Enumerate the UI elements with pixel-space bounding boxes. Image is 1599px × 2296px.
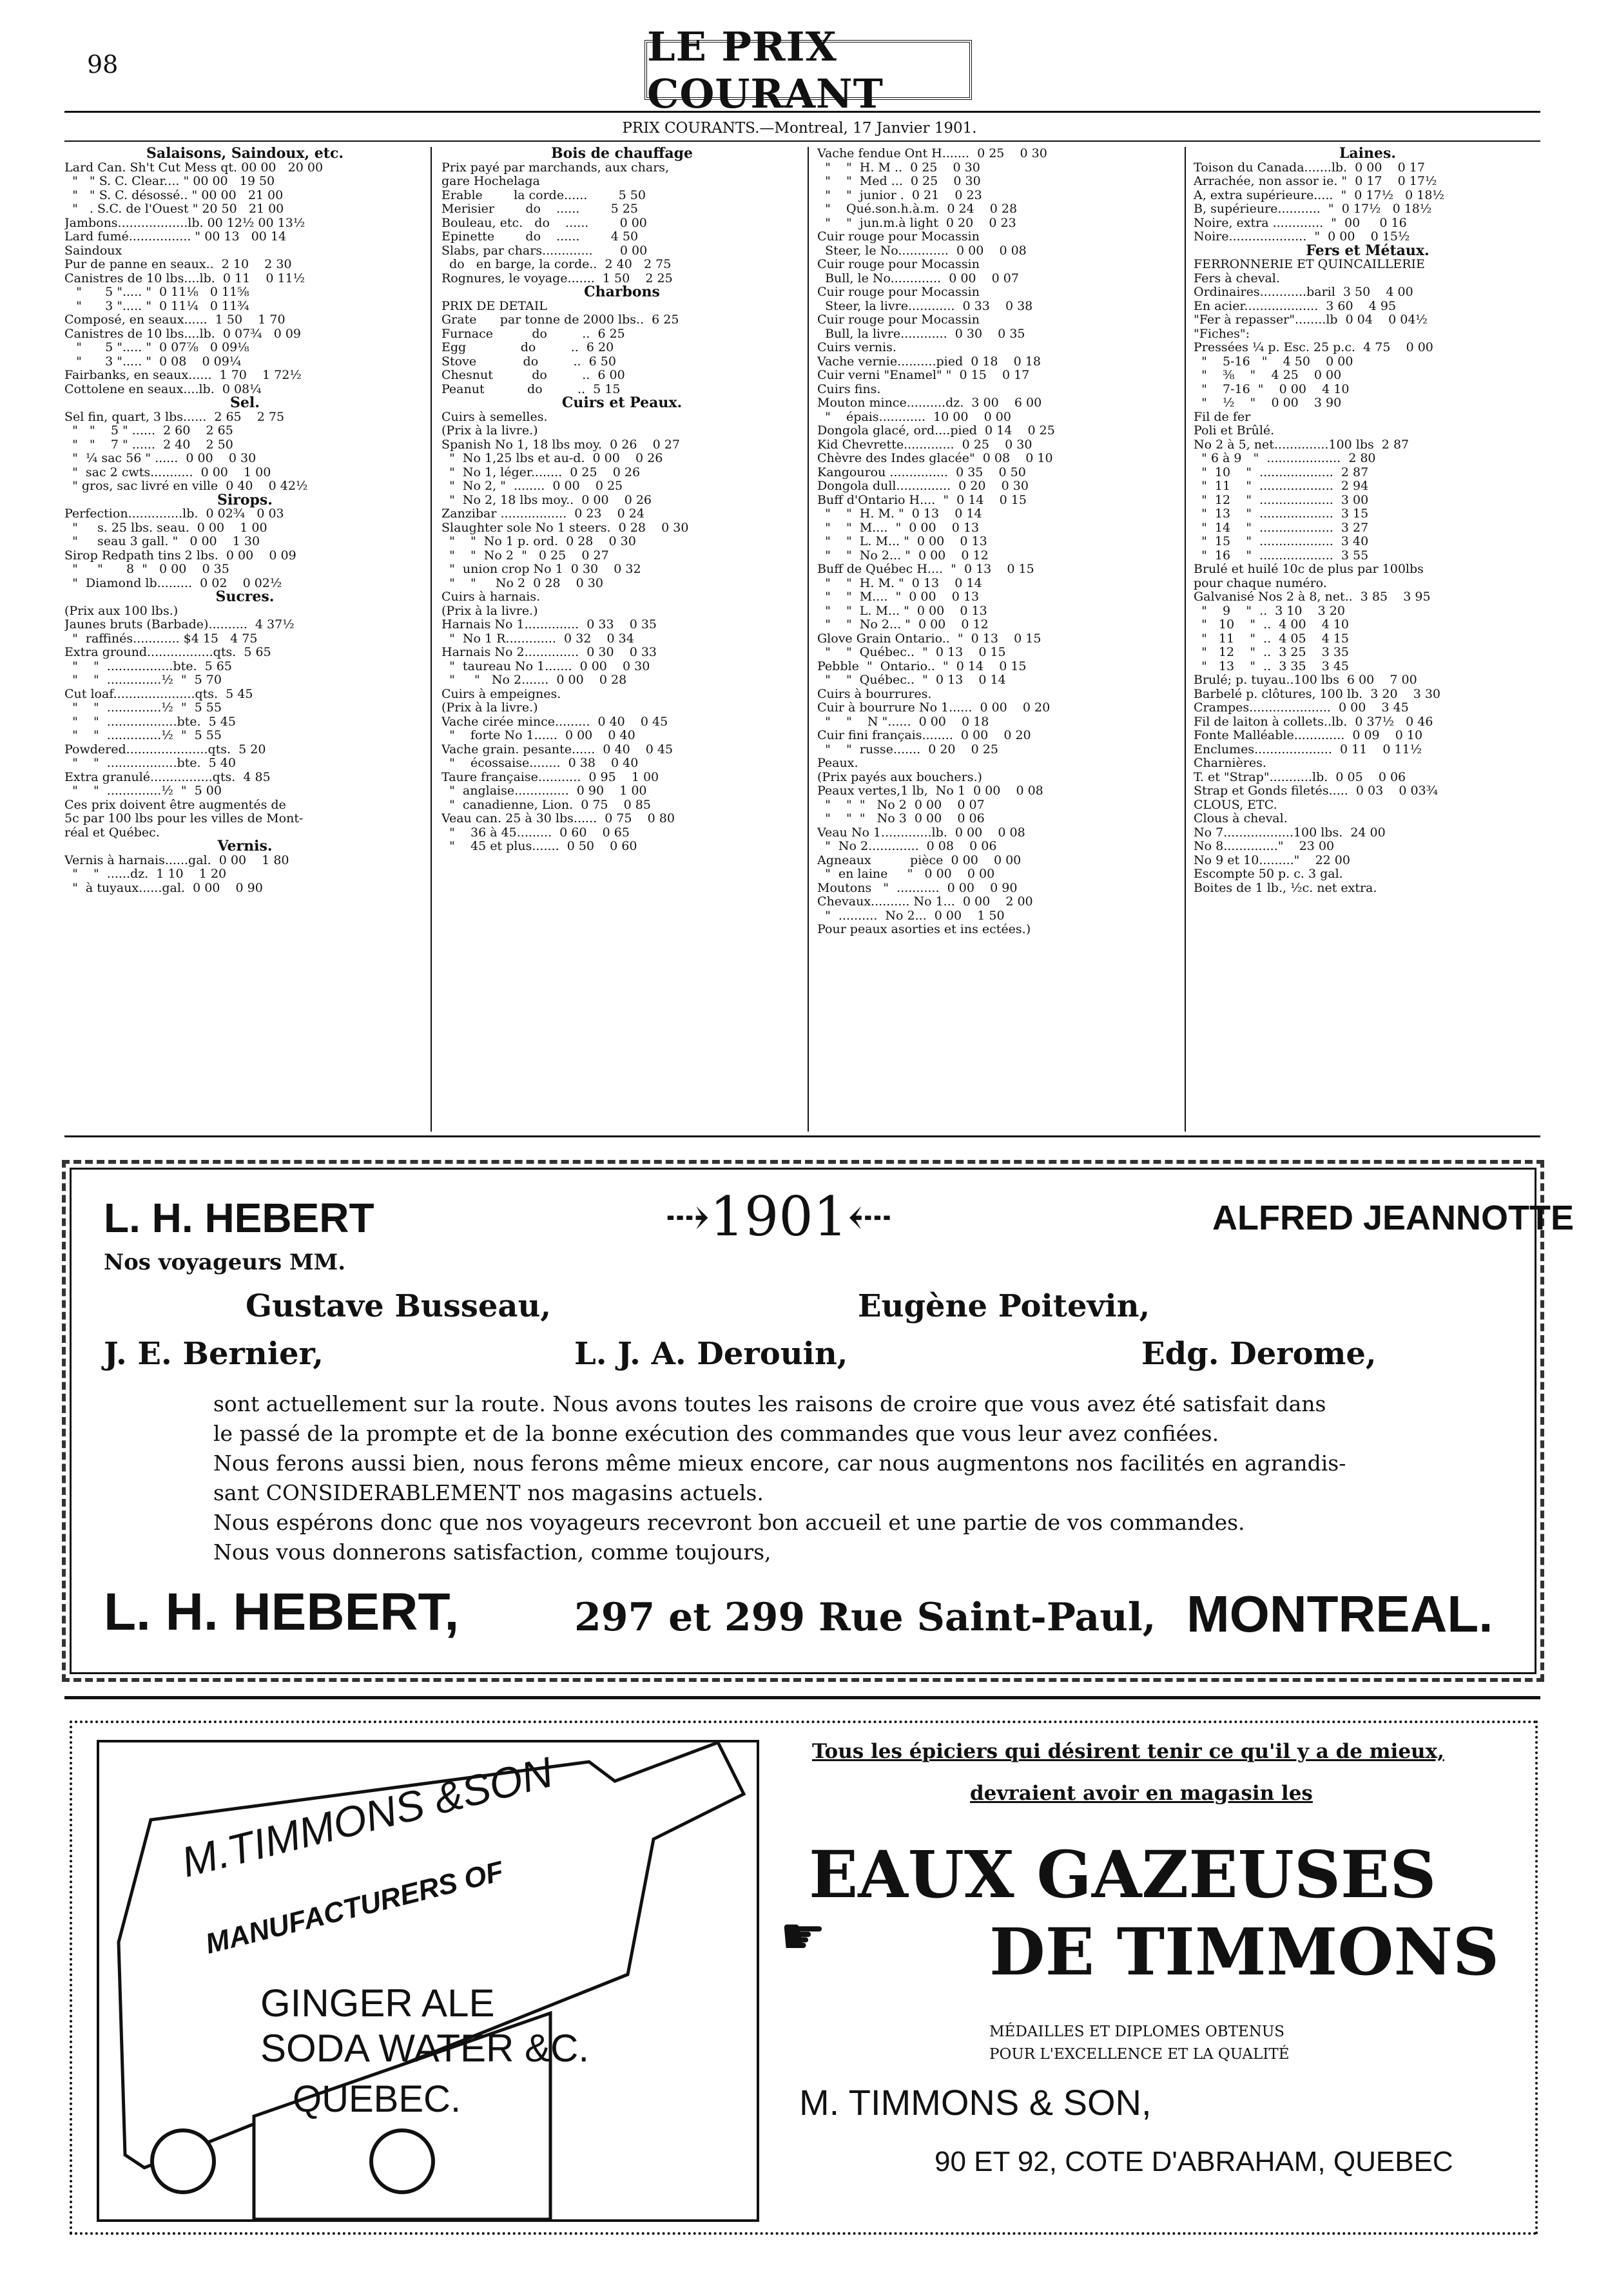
- price-line: " à tuyaux......gal. 0 00 0 90: [64, 880, 263, 895]
- price-line: A, extra supérieure..... " 0 17½ 0 18½: [1194, 188, 1444, 202]
- price-line: " 5-16 " 4 50 0 00: [1194, 354, 1353, 369]
- price-line: " . S.C. de l'Ouest " 20 50 21 00: [64, 202, 284, 216]
- masthead-logo: LE PRIX COURANT: [644, 40, 972, 100]
- price-line: Composé, en seaux...... 1 50 1 70: [64, 313, 286, 327]
- price-line: " " ..............½ " 5 70: [64, 673, 222, 687]
- price-line: Chèvre des Indes glacée" 0 08 0 10: [817, 451, 1053, 465]
- ornament-right-icon: ⇠: [848, 1185, 893, 1248]
- price-line: " " ......dz. 1 10 1 20: [64, 867, 227, 881]
- pointing-hand-icon: ☛: [780, 1906, 826, 1966]
- price-line: " No 2, 18 lbs moy.. 0 00 0 26: [441, 492, 652, 507]
- price-line: Pour peaux asorties et ins ectées.): [817, 922, 1031, 936]
- price-line: Agneaux pièce 0 00 0 00: [817, 853, 1022, 867]
- price-line: " " No 2....... 0 00 0 28: [441, 673, 627, 687]
- price-line: " " junior . 0 21 0 23: [817, 188, 982, 202]
- section-heading: Sirops.: [217, 491, 273, 508]
- price-line: Canistres de 10 lbs....lb. 0 11 0 11½: [64, 271, 305, 285]
- price-column-3: [817, 147, 1178, 937]
- price-line: " " H. M. " 0 13 0 14: [817, 506, 982, 521]
- price-line: " " N "...... 0 00 0 18: [817, 714, 989, 729]
- footer-city: MONTREAL.: [1187, 1585, 1493, 1643]
- price-line: Spanish No 1, 18 lbs moy. 0 26 0 27: [441, 437, 680, 452]
- ad-body-line: le passé de la prompte et de la bonne exécution des commandes que vous leur avez confiées.: [213, 1421, 1219, 1446]
- price-line: Chesnut do .. 6 00: [441, 368, 625, 382]
- price-line: " " H. M .. 0 25 0 30: [817, 160, 980, 175]
- hebert-advertisement: [70, 1168, 1575, 1674]
- price-line: " 9 " .. 3 10 3 20: [1194, 603, 1345, 618]
- partner-name: ALFRED JEANNOTTE: [1212, 1199, 1575, 1237]
- price-line: Crampes..................... 0 00 3 45: [1194, 700, 1409, 715]
- price-line: Dongola dull.............. 0 20 0 30: [817, 479, 1029, 493]
- price-line: " " Québec.. " 0 13 0 14: [817, 673, 1006, 687]
- bottle-illustration: [97, 1740, 759, 2222]
- price-line: Cuir verni "Enamel" " 0 15 0 17: [817, 368, 1030, 382]
- price-column-4: [1194, 147, 1542, 895]
- bottle-brand: M.TIMMONS &SON: [177, 1748, 557, 1886]
- price-line: (Prix à la livre.): [441, 700, 538, 715]
- tagline: devraient avoir en magasin les: [970, 1782, 1313, 1805]
- price-line: " 6 à 9 " ................... 2 80: [1194, 451, 1376, 465]
- price-line: No 2 à 5, net..............100 lbs 2 87: [1194, 437, 1410, 452]
- price-line: " seau 3 gall. " 0 00 1 30: [64, 534, 260, 548]
- header-rule: [64, 111, 1540, 113]
- price-column-2: [441, 147, 802, 854]
- price-line: Zanzibar ................. 0 23 0 24: [441, 506, 644, 521]
- price-line: Peanut do .. 5 15: [441, 381, 621, 396]
- price-line: " .......... No 2... 0 00 1 50: [817, 908, 1005, 923]
- price-line: Canistres de 10 lbs....lb. 0 07¾ 0 09: [64, 326, 301, 341]
- section-heading: Fers et Métaux.: [1306, 242, 1429, 259]
- price-line: Lard Can. Sh't Cut Mess qt. 00 00 20 00: [64, 160, 324, 175]
- price-line: " " ..................bte. 5 40: [64, 756, 236, 770]
- section-heading: Cuirs et Peaux.: [561, 394, 683, 411]
- price-line: 5c par 100 lbs pour les villes de Mont-: [64, 811, 304, 825]
- price-line: Pebble " Ontario.. " 0 14 0 15: [817, 659, 1027, 673]
- price-line: Cottolene en seaux....lb. 0 08¼: [64, 381, 262, 396]
- price-line: Rognures, le voyage....... 1 50 2 25: [441, 271, 673, 285]
- price-line: Fil de laiton à collets..lb. 0 37½ 0 46: [1194, 714, 1433, 729]
- price-line: T. et "Strap"...........lb. 0 05 0 06: [1194, 769, 1406, 784]
- bottle-product: GINGER ALE: [260, 1982, 495, 2025]
- price-line: Chevaux.......... No 1... 0 00 2 00: [817, 894, 1033, 909]
- price-line: Pressées ¼ p. Esc. 25 p.c. 4 75 0 00: [1194, 340, 1433, 354]
- section-heading: Vernis.: [217, 838, 273, 854]
- price-line: Cuir rouge pour Mocassin: [817, 229, 980, 244]
- price-line: Peaux.: [817, 756, 858, 770]
- firm-address: 90 ET 92, COTE D'ABRAHAM, QUEBEC: [935, 2146, 1453, 2177]
- price-line: Vache cirée mince......... 0 40 0 45: [441, 714, 668, 729]
- price-line: " 10 " ................... 2 87: [1194, 465, 1369, 479]
- price-line: No 8.............." 23 00: [1194, 839, 1335, 853]
- price-line: " taureau No 1....... 0 00 0 30: [441, 659, 650, 673]
- price-line: Bull, la livre............ 0 30 0 35: [817, 326, 1025, 341]
- section-heading: Laines.: [1339, 147, 1397, 162]
- price-line: " " Québec.. " 0 13 0 15: [817, 645, 1006, 659]
- price-line: Vache vernie..........pied 0 18 0 18: [817, 354, 1041, 369]
- price-line: Buff d'Ontario H.... " 0 14 0 15: [817, 492, 1027, 507]
- price-line: " No 1, léger........ 0 25 0 26: [441, 465, 641, 479]
- price-line: Taure française........... 0 95 1 00: [441, 769, 659, 784]
- price-line: " " L. M... " 0 00 0 13: [817, 603, 987, 618]
- price-column-1: [64, 147, 425, 895]
- headline-eaux-gazeuses: EAUX GAZEUSES: [809, 1837, 1437, 1913]
- price-line: Prix payé par marchands, aux chars,: [441, 160, 670, 175]
- price-line: " écossaise........ 0 38 0 40: [441, 756, 639, 770]
- section-heading: Sel.: [230, 394, 260, 411]
- price-line: " " 7 " ...... 2 40 2 50: [64, 437, 233, 452]
- price-line: Furnace do .. 6 25: [441, 326, 625, 341]
- price-line: " gros, sac livré en ville 0 40 0 42½: [64, 479, 308, 493]
- year-text: 1901: [710, 1185, 848, 1248]
- price-line: B, supérieure........... " 0 17½ 0 18½: [1194, 202, 1432, 216]
- price-line: " 7-16 " 0 00 4 10: [1194, 381, 1350, 396]
- price-line: Sirop Redpath tins 2 lbs. 0 00 0 09: [64, 548, 296, 563]
- price-line: Kid Chevrette............. 0 25 0 30: [817, 437, 1032, 452]
- price-line: " raffinés............ $4 15 4 75: [64, 631, 258, 646]
- dateline-rule: [64, 140, 1540, 142]
- price-line: " " No 2... " 0 00 0 12: [817, 548, 989, 563]
- footer-company-name: L. H. HEBERT,: [104, 1583, 460, 1641]
- price-line: Galvanisé Nos 2 à 8, net.. 3 85 3 95: [1194, 590, 1431, 604]
- price-line: Veau can. 25 à 30 lbs...... 0 75 0 80: [441, 811, 675, 825]
- section-heading: Bois de chauffage: [550, 147, 693, 162]
- price-line: " 11 " .. 4 05 4 15: [1194, 631, 1350, 646]
- price-line: FERRONNERIE ET QUINCAILLERIE: [1194, 257, 1425, 271]
- price-line: Steer, la livre............ 0 33 0 38: [817, 298, 1033, 313]
- price-line: Vache fendue Ont H....... 0 25 0 30: [817, 147, 1047, 160]
- price-line: Bull, le No............. 0 00 0 07: [817, 271, 1019, 285]
- price-line: " 12 " ................... 3 00: [1194, 492, 1369, 507]
- price-line: Harnais No 2.............. 0 30 0 33: [441, 645, 657, 659]
- price-line: Cuirs vernis.: [817, 340, 896, 354]
- price-line: " 14 " ................... 3 27: [1194, 520, 1369, 535]
- price-line: " " M.... " 0 00 0 13: [817, 590, 980, 604]
- price-line: " 11 " ................... 2 94: [1194, 479, 1369, 493]
- price-line: gare Hochelaga: [441, 174, 540, 188]
- section-rule: [64, 1135, 1540, 1137]
- price-line: " en laine " 0 00 0 00: [817, 867, 995, 881]
- price-line: No 7..................100 lbs. 24 00: [1194, 825, 1386, 840]
- price-line: " " ..............½ " 5 00: [64, 784, 222, 798]
- price-line: " épais............ 10 00 0 00: [817, 409, 1011, 424]
- price-line: " " M.... " 0 00 0 13: [817, 520, 980, 535]
- section-heading: Salaisons, Saindoux, etc.: [146, 147, 344, 162]
- awards-line: MÉDAILLES ET DIPLOMES OBTENUS: [989, 2023, 1285, 2040]
- price-line: Vache grain. pesante...... 0 40 0 45: [441, 742, 674, 757]
- price-line: Dongola glacé, ord....pied 0 14 0 25: [817, 423, 1055, 438]
- traveller-name: Gustave Busseau,: [246, 1288, 552, 1324]
- price-line: Enclumes.................... 0 11 0 11½: [1194, 742, 1422, 757]
- price-line: Mouton mince..........dz. 3 00 6 00: [817, 396, 1042, 410]
- price-line: " No 2............. 0 08 0 06: [817, 839, 997, 853]
- price-line: " s. 25 lbs. seau. 0 00 1 00: [64, 520, 267, 535]
- price-line: " 13 " .. 3 35 3 45: [1194, 659, 1350, 673]
- firm-name: M. TIMMONS & SON,: [799, 2082, 1152, 2123]
- price-line: (Prix à la livre.): [441, 423, 538, 438]
- price-line: réal et Québec.: [64, 825, 160, 840]
- price-line: Erable la corde...... 5 50: [441, 188, 646, 202]
- price-line: " ⅜ " 4 25 0 00: [1194, 368, 1342, 382]
- price-line: Escompte 50 p. c. 3 gal.: [1194, 867, 1343, 881]
- price-line: Epinette do ...... 4 50: [441, 229, 639, 244]
- price-line: Veau No 1.............lb. 0 00 0 08: [817, 825, 1025, 840]
- price-line: Cuirs à harnais.: [441, 590, 541, 604]
- price-line: " " 8 " 0 00 0 35: [64, 562, 229, 576]
- price-line: Cuir rouge pour Mocassin: [817, 257, 980, 271]
- price-line: Charnières.: [1194, 756, 1266, 770]
- price-line: Poli et Brûlé.: [1194, 423, 1275, 438]
- price-line: " 36 à 45......... 0 60 0 65: [441, 825, 630, 840]
- price-line: Harnais No 1.............. 0 33 0 35: [441, 617, 657, 632]
- footer-address: 297 et 299 Rue Saint-Paul,: [574, 1595, 1156, 1640]
- price-line: " ¼ sac 56 " ...... 0 00 0 30: [64, 451, 257, 465]
- price-line: " " No 2 " 0 25 0 27: [441, 548, 609, 563]
- price-line: Brulé; p. tuyau..100 lbs 6 00 7 00: [1194, 673, 1417, 687]
- price-line: " " 5 " ...... 2 60 2 65: [64, 423, 233, 438]
- headline-timmons: DE TIMMONS: [989, 1914, 1500, 1990]
- price-line: Vernis à harnais......gal. 0 00 1 80: [64, 853, 289, 867]
- price-line: No 9 et 10........." 22 00: [1194, 853, 1350, 867]
- price-line: " " S. C. désossé.. " 00 00 21 00: [64, 188, 284, 202]
- price-line: " canadienne, Lion. 0 75 0 85: [441, 797, 651, 812]
- price-line: "Fer à repasser"........lb 0 04 0 04½: [1194, 313, 1428, 327]
- price-line: Brulé et huilé 10c de plus par 100lbs: [1194, 562, 1424, 576]
- price-line: Buff de Québec H.... " 0 13 0 15: [817, 562, 1034, 576]
- ad-body-line: Nous vous donnerons satisfaction, comme toujours,: [213, 1539, 771, 1565]
- price-line: Powdered.....................qts. 5 20: [64, 742, 266, 757]
- ad-body-line: Nous ferons aussi bien, nous ferons même mieux encore, car nous augmentons nos facilités en agrandis-: [213, 1451, 1346, 1476]
- traveller-name: J. E. Bernier,: [104, 1336, 324, 1372]
- price-line: " Diamond lb......... 0 02 0 02½: [64, 575, 282, 590]
- column-divider: [431, 147, 432, 1132]
- price-line: Ces prix doivent être augmentés de: [64, 797, 286, 812]
- price-line: " " No 2... " 0 00 0 12: [817, 617, 989, 632]
- page-number: 98: [87, 50, 119, 79]
- ad-body-line: sont actuellement sur la route. Nous avons toutes les raisons de croire que vous avez été satisfait dans: [213, 1391, 1326, 1416]
- price-line: " " " No 2 0 00 0 07: [817, 797, 985, 812]
- price-line: Cuirs à empeignes.: [441, 686, 561, 701]
- price-line: " " H. M. " 0 13 0 14: [817, 575, 982, 590]
- price-line: " " Med ... 0 25 0 30: [817, 174, 981, 188]
- price-line: Noire.................... " 0 00 0 15½: [1194, 229, 1410, 244]
- section-heading: Sucres.: [215, 588, 275, 605]
- price-line: " sac 2 cwts........... 0 00 1 00: [64, 465, 271, 479]
- price-line: Perfection..............lb. 0 02¾ 0 03: [64, 506, 284, 521]
- price-line: Toison du Canada.......lb. 0 00 0 17: [1194, 160, 1425, 175]
- price-line: " No 2, " ........ 0 00 0 25: [441, 479, 623, 493]
- price-line: Extra granulé................qts. 4 85: [64, 769, 271, 784]
- price-line: Slabs, par chars............. 0 00: [441, 243, 648, 258]
- price-line: " forte No 1...... 0 00 0 40: [441, 728, 635, 742]
- bottle-product: SODA WATER &C.: [260, 2027, 590, 2070]
- intro-text: Nos voyageurs MM.: [104, 1249, 346, 1275]
- price-line: " 3 "..... " 0 11¼ 0 11¾: [64, 298, 249, 313]
- section-rule: [64, 1696, 1540, 1699]
- price-line: " " " No 3 0 00 0 06: [817, 811, 985, 825]
- price-line: CLOUS, ETC.: [1194, 797, 1277, 812]
- price-line: Stove do .. 6 50: [441, 354, 616, 369]
- traveller-name: Edg. Derome,: [1141, 1336, 1377, 1372]
- price-line: " " L. M... " 0 00 0 13: [817, 534, 987, 548]
- price-line: Barbelé p. clôtures, 100 lb. 3 20 3 30: [1194, 686, 1440, 701]
- price-line: Noire, extra ............. " 00 0 16: [1194, 215, 1407, 230]
- price-line: Fonte Malléable............. 0 09 0 10: [1194, 728, 1423, 742]
- price-line: Steer, le No............. 0 00 0 08: [817, 243, 1027, 258]
- price-line: Kangourou ............... 0 35 0 50: [817, 465, 1026, 479]
- price-line: Egg do .. 6 20: [441, 340, 614, 354]
- price-line: Saindoux: [64, 243, 122, 258]
- traveller-name: Eugène Poitevin,: [858, 1288, 1150, 1324]
- price-line: " 3 "..... " 0 08 0 09¼: [64, 354, 242, 369]
- price-line: " anglaise.............. 0 90 1 00: [441, 784, 647, 798]
- price-line: " No 1 R............. 0 32 0 34: [441, 631, 634, 646]
- awards-line: POUR L'EXCELLENCE ET LA QUALITÉ: [989, 2046, 1290, 2063]
- price-line: Strap et Gonds filetés..... 0 03 0 03¾: [1194, 784, 1439, 798]
- price-line: Cuir à bourrure No 1...... 0 00 0 20: [817, 700, 1051, 715]
- bottle-city: QUEBEC.: [293, 2078, 461, 2120]
- price-line: Cuirs à bourrures.: [817, 686, 932, 701]
- price-line: Cut loaf.....................qts. 5 45: [64, 686, 253, 701]
- price-line: pour chaque numéro.: [1194, 575, 1327, 590]
- price-line: " " ..............½ " 5 55: [64, 700, 222, 715]
- price-line: Ordinaires............baril 3 50 4 00: [1194, 285, 1413, 299]
- price-line: " 13 " ................... 3 15: [1194, 506, 1369, 521]
- price-line: (Prix payés aux bouchers.): [817, 769, 982, 784]
- price-line: do en barge, la corde.. 2 40 2 75: [441, 257, 672, 271]
- price-line: " " ..............½ " 5 55: [64, 728, 222, 742]
- price-line: " " S. C. Clear.... " 00 00 19 50: [64, 174, 275, 188]
- price-line: "Fiches":: [1194, 326, 1250, 341]
- price-line: Glove Grain Ontario.. " 0 13 0 15: [817, 631, 1042, 646]
- tagline: Tous les épiciers qui désirent tenir ce qu'il y a de mieux,: [812, 1740, 1444, 1763]
- price-line: Fil de fer: [1194, 409, 1251, 424]
- price-line: Bouleau, etc. do ...... 0 00: [441, 215, 647, 230]
- price-line: Sel fin, quart, 3 lbs...... 2 65 2 75: [64, 409, 285, 424]
- price-line: " No 1,25 lbs et au-d. 0 00 0 26: [441, 451, 663, 465]
- price-line: " 5 "..... " 0 11⅛ 0 11⅝: [64, 285, 249, 299]
- price-line: Jaunes bruts (Barbade).......... 4 37½: [64, 617, 295, 632]
- price-line: " " No 1 p. ord. 0 28 0 30: [441, 534, 636, 548]
- price-line: " Qué.son.h.à.m. 0 24 0 28: [817, 202, 1018, 216]
- price-line: (Prix aux 100 lbs.): [64, 603, 179, 618]
- price-line: Peaux vertes,1 lb, No 1 0 00 0 08: [817, 784, 1043, 798]
- price-line: " 10 " .. 4 00 4 10: [1194, 617, 1350, 632]
- price-line: PRIX DE DETAIL: [441, 298, 547, 313]
- bottle-subtitle: MANUFACTURERS OF: [202, 1855, 507, 1960]
- price-line: En acier................... 3 60 4 95: [1194, 298, 1397, 313]
- price-line: Arrachée, non assor ie. " 0 17 0 17½: [1194, 174, 1437, 188]
- price-line: " " .................bte. 5 65: [64, 659, 232, 673]
- price-line: (Prix à la livre.): [441, 603, 538, 618]
- price-line: Fers à cheval.: [1194, 271, 1280, 285]
- price-line: " " ..................bte. 5 45: [64, 714, 236, 729]
- price-line: Pur de panne en seaux.. 2 10 2 30: [64, 257, 292, 271]
- hebert-company-name: L. H. HEBERT: [104, 1195, 374, 1241]
- price-line: Cuir rouge pour Mocassin: [817, 313, 980, 327]
- price-line: Lard fumé................ " 00 13 00 14: [64, 229, 287, 244]
- price-line: " " No 2 0 28 0 30: [441, 575, 603, 590]
- ad-body-line: sant CONSIDERABLEMENT nos magasins actuels.: [213, 1480, 764, 1505]
- dateline: PRIX COURANTS.—Montreal, 17 Janvier 1901.: [622, 120, 977, 137]
- price-line: Cuirs fins.: [817, 381, 881, 396]
- section-heading: Charbons: [584, 284, 660, 300]
- price-line: " ½ " 0 00 3 90: [1194, 396, 1342, 410]
- ornament-left-icon: ⇢: [664, 1185, 710, 1248]
- price-line: Cuir rouge pour Mocassin: [817, 285, 980, 299]
- price-line: " 45 et plus....... 0 50 0 60: [441, 839, 637, 853]
- price-line: " 16 " ................... 3 55: [1194, 548, 1369, 563]
- price-line: Fairbanks, en seaux...... 1 70 1 72½: [64, 368, 302, 382]
- price-line: Boites de 1 lb., ½c. net extra.: [1194, 880, 1377, 895]
- price-line: Cuirs à semelles.: [441, 409, 548, 424]
- traveller-name: L. J. A. Derouin,: [574, 1336, 848, 1372]
- price-line: Slaughter sole No 1 steers. 0 28 0 30: [441, 520, 689, 535]
- price-line: Jambons..................lb. 00 12½ 00 13½: [64, 215, 305, 230]
- price-line: " 12 " .. 3 25 3 35: [1194, 645, 1350, 659]
- price-line: Extra ground.................qts. 5 65: [64, 645, 271, 659]
- year-banner: [664, 1185, 893, 1248]
- price-line: Grate par tonne de 2000 lbs.. 6 25: [441, 313, 679, 327]
- price-line: Merisier do ...... 5 25: [441, 202, 638, 216]
- price-line: Clous à cheval.: [1194, 811, 1288, 825]
- ad-body-line: Nous espérons donc que nos voyageurs recevront bon accueil et une partie de vos commandes.: [213, 1510, 1245, 1535]
- column-divider: [808, 147, 809, 1132]
- price-line: " 15 " ................... 3 40: [1194, 534, 1369, 548]
- price-line: " union crop No 1 0 30 0 32: [441, 562, 641, 576]
- price-line: Cuir fini français........ 0 00 0 20: [817, 728, 1031, 742]
- price-line: Moutons " ........... 0 00 0 90: [817, 880, 1018, 895]
- price-line: " 5 "..... " 0 07⅞ 0 09⅛: [64, 340, 249, 354]
- price-line: " " jun.m.à light 0 20 0 23: [817, 215, 1016, 230]
- price-line: " " russe....... 0 20 0 25: [817, 742, 998, 757]
- column-divider: [1185, 147, 1186, 1132]
